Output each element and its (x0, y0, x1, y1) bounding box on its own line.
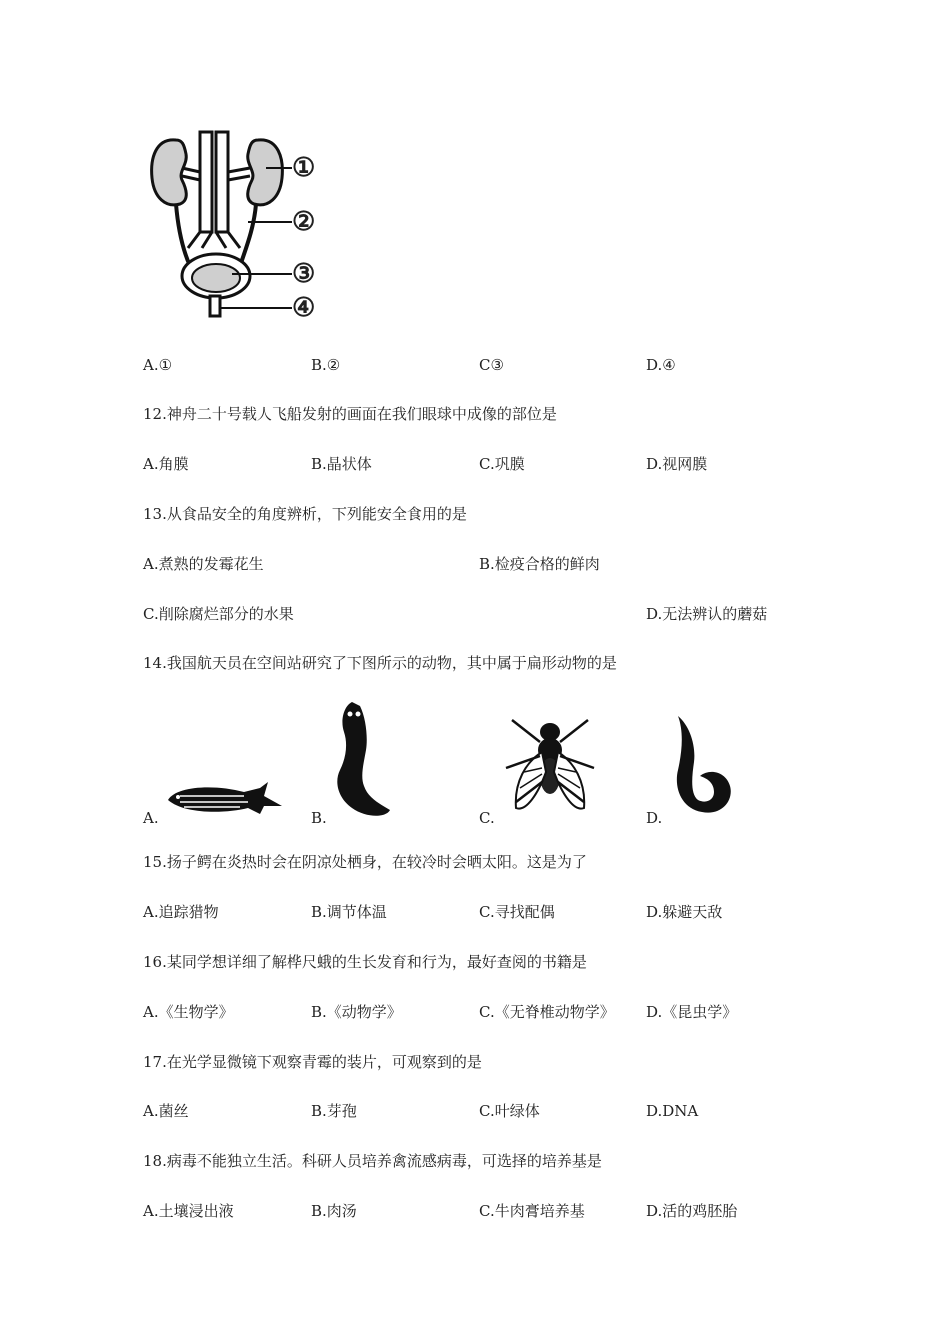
q13-option-b[interactable]: B.检疫合格的鲜肉 (479, 555, 600, 573)
left-ureter (176, 204, 190, 266)
q12-option-d[interactable]: D.视网膜 (646, 455, 708, 473)
q16-option-c[interactable]: C.《无脊椎动物学》 (479, 1003, 615, 1021)
q12-option-c[interactable]: C.巩膜 (479, 455, 525, 473)
q14-option-a[interactable]: A. (143, 809, 159, 827)
q16-option-b[interactable]: B.《动物学》 (311, 1003, 402, 1021)
q15-option-a[interactable]: A.追踪猎物 (143, 903, 219, 921)
q15-option-b[interactable]: B.调节体温 (311, 903, 387, 921)
q18-option-a[interactable]: A.土壤浸出液 (143, 1202, 234, 1220)
q17-stem: 17.在光学显微镜下观察青霉的装片，可观察到的是 (143, 1053, 482, 1071)
q11-option-c[interactable]: C③ (479, 356, 504, 374)
q14-option-b[interactable]: B. (311, 809, 327, 827)
diagram-label-2: ② (292, 207, 316, 237)
q13-stem: 13.从食品安全的角度辨析，下列能安全食用的是 (143, 505, 467, 523)
q18-option-c[interactable]: C.牛肉膏培养基 (479, 1202, 585, 1220)
left-kidney (152, 140, 187, 205)
vena-cava (216, 132, 228, 232)
q13-option-c[interactable]: C.削除腐烂部分的水果 (143, 605, 294, 623)
q17-option-d[interactable]: D.DNA (646, 1102, 699, 1120)
q13-option-d[interactable]: D.无法辨认的蘑菇 (646, 605, 768, 623)
housefly-icon (502, 712, 598, 822)
q11-option-d[interactable]: D.④ (646, 356, 676, 374)
q18-option-b[interactable]: B.肉汤 (311, 1202, 357, 1220)
aorta (200, 132, 212, 232)
q11-option-a[interactable]: A.① (143, 356, 173, 374)
q17-option-b[interactable]: B.芽孢 (311, 1102, 357, 1120)
urethra (210, 296, 220, 316)
q16-option-a[interactable]: A.《生物学》 (143, 1003, 234, 1021)
roundworm-icon (670, 712, 736, 818)
q12-option-b[interactable]: B.晶状体 (311, 455, 372, 473)
planarian-icon (330, 698, 396, 822)
q17-option-c[interactable]: C.叶绿体 (479, 1102, 540, 1120)
right-ureter (240, 204, 256, 266)
q16-stem: 16.某同学想详细了解桦尺蛾的生长发育和行为，最好查阅的书籍是 (143, 953, 587, 971)
q18-option-d[interactable]: D.活的鸡胚胎 (646, 1202, 738, 1220)
q11-option-b[interactable]: B.② (311, 356, 341, 374)
q15-option-c[interactable]: C.寻找配偶 (479, 903, 555, 921)
diagram-label-3: ③ (292, 259, 316, 289)
q14-option-c[interactable]: C. (479, 809, 495, 827)
q14-option-d[interactable]: D. (646, 809, 663, 827)
fish-icon (164, 778, 286, 820)
q18-stem: 18.病毒不能独立生活。科研人员培养禽流感病毒，可选择的培养基是 (143, 1152, 602, 1170)
q13-option-a[interactable]: A.煮熟的发霉花生 (143, 555, 264, 573)
diagram-label-1: ① (292, 153, 316, 183)
diagram-label-4: ④ (292, 293, 316, 323)
q15-stem: 15.扬子鳄在炎热时会在阴凉处栖身，在较冷时会晒太阳。这是为了 (143, 853, 587, 871)
q15-option-d[interactable]: D.躲避天敌 (646, 903, 723, 921)
q12-stem: 12.神舟二十号载人飞船发射的画面在我们眼球中成像的部位是 (143, 405, 557, 423)
q12-option-a[interactable]: A.角膜 (143, 455, 189, 473)
q14-stem: 14.我国航天员在空间站研究了下图所示的动物，其中属于扁形动物的是 (143, 654, 617, 672)
q17-option-a[interactable]: A.菌丝 (143, 1102, 189, 1120)
right-kidney (248, 140, 283, 205)
q16-option-d[interactable]: D.《昆虫学》 (646, 1003, 738, 1021)
